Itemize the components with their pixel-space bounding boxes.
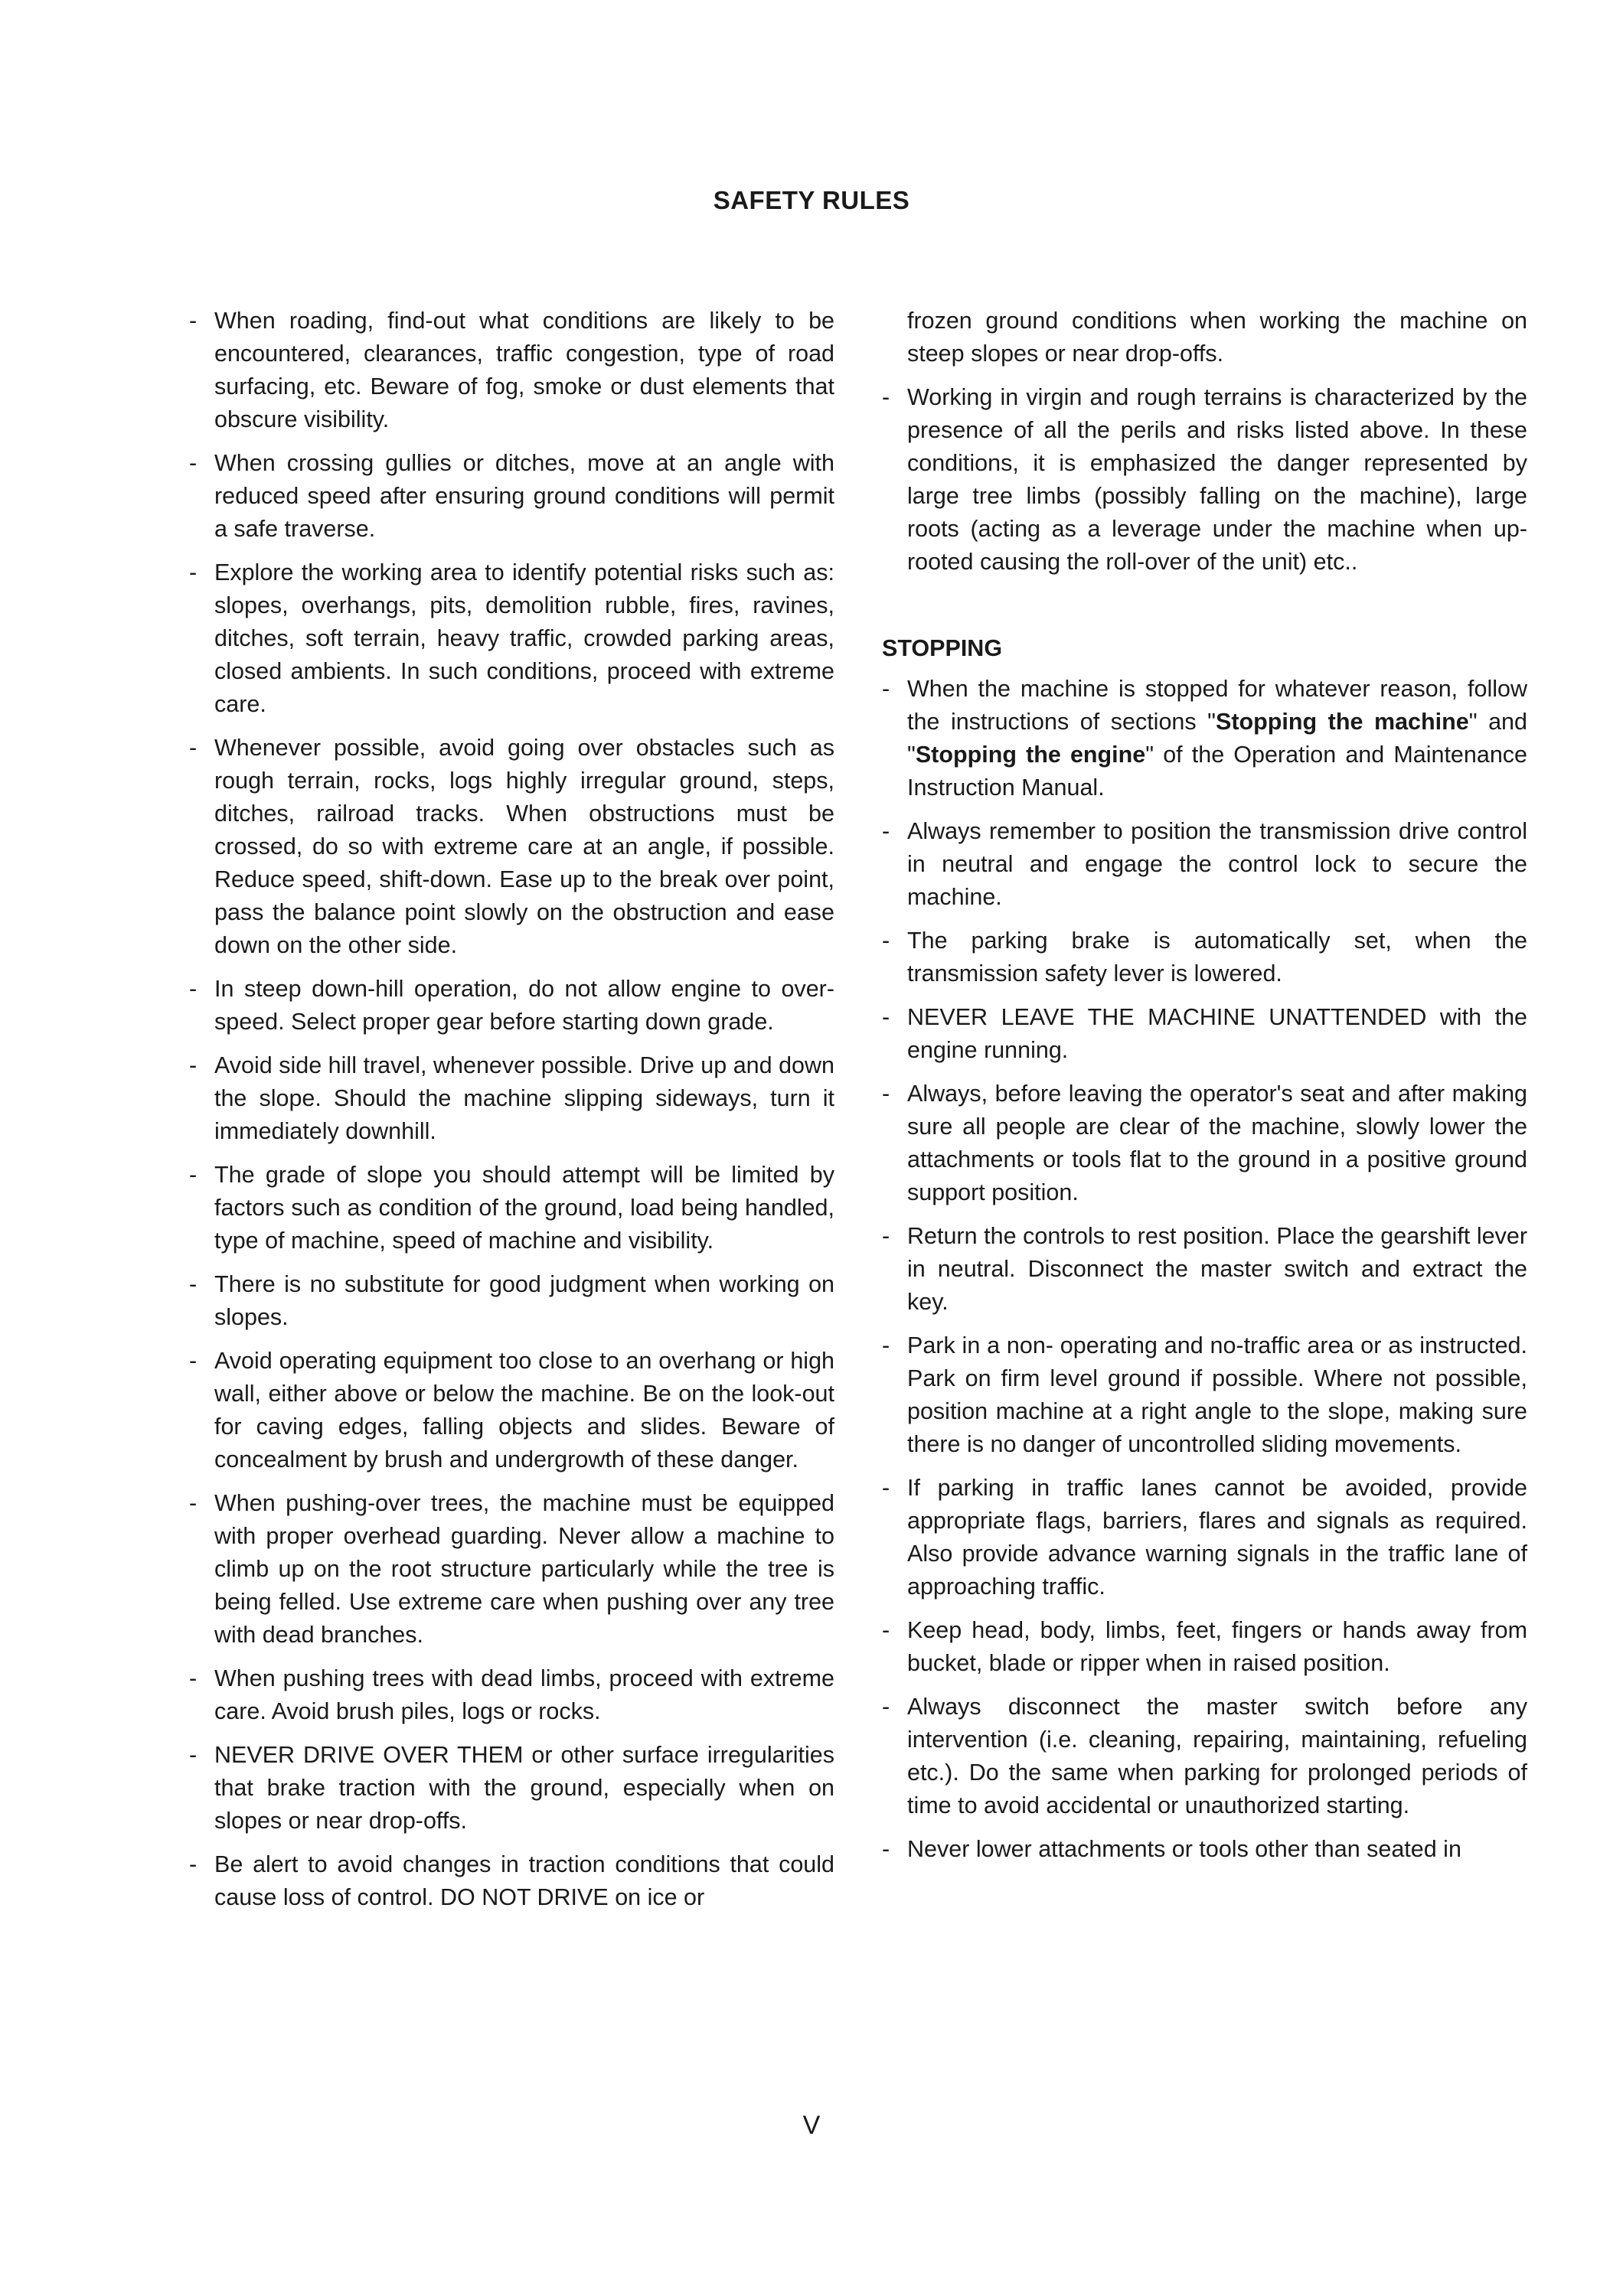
- list-item-text: The grade of slope you should attempt will be limited by factors such as condition of the ground, load being handled, type of machine, speed of machine and visibility.: [214, 1162, 834, 1254]
- bullet-dash: -: [882, 384, 890, 410]
- list-item-text: Avoid side hill travel, whenever possible. Drive up and down the slope. Should the machine slipping sideways, turn it immediately downhill.: [214, 1052, 834, 1144]
- bullet-dash: -: [189, 735, 198, 761]
- bullet-dash: -: [882, 1004, 890, 1030]
- list-item-text: When roading, find-out what conditions are likely to be encountered, clearances, traffic congestion, type of road surfacing, etc. Beware of fog, smoke or dust elements that obscure visibility.: [214, 308, 834, 432]
- list-item: [189, 1159, 834, 1257]
- list-item-text: When pushing trees with dead limbs, proceed with extreme care. Avoid brush piles, logs or rocks.: [214, 1665, 834, 1724]
- list-item: [189, 1739, 834, 1838]
- list-item: [189, 1049, 834, 1148]
- list-item-text: Whenever possible, avoid going over obstacles such as rough terrain, rocks, logs highly irregular ground, steps, ditches, railroad tracks. When obstructions must be crossed, do so with extreme care at an angle, if possible. Reduce speed, shift-down. Ease up to the break over point, pass the balance point slowly on the obstruction and ease down on the other side.: [214, 735, 834, 958]
- list-item-text: When pushing-over trees, the machine must be equipped with proper overhead guarding. Never allow a machine to climb up on the root structure particularly while the tree is being felled. Use extreme care when pushing over any tree with dead branches.: [214, 1490, 834, 1648]
- page-title: SAFETY RULES: [713, 186, 910, 214]
- list-item-text: Always disconnect the master switch before any intervention (i.e. cleaning, repairing, maintaining, refueling etc.). Do the same when parking for prolonged periods of time to avoid accidental or unauthorized starting.: [907, 1694, 1527, 1818]
- section-reference: Stopping the engine: [915, 742, 1146, 768]
- list-item: [882, 1001, 1527, 1067]
- bullet-dash: -: [189, 1490, 198, 1516]
- list-item: [882, 1691, 1527, 1822]
- list-item-text: NEVER DRIVE OVER THEM or other surface irregularities that brake traction with the ground, especially when on slopes or near drop-offs.: [214, 1742, 834, 1834]
- list-item: [189, 1268, 834, 1334]
- bullet-dash: -: [882, 1475, 890, 1501]
- list-item: [882, 925, 1527, 990]
- continuation-text: frozen ground conditions when working the machine on steep slopes or near drop-offs.: [907, 308, 1527, 367]
- list-item: [189, 1345, 834, 1476]
- list-item: [882, 815, 1527, 914]
- bullet-dash: -: [882, 1081, 890, 1107]
- bullet-dash: -: [189, 976, 198, 1002]
- list-item: [882, 1220, 1527, 1319]
- list-item-text: Avoid operating equipment too close to an overhang or high wall, either above or below the machine. Be on the look-out for caving edges, falling objects and slides. Beware of concealment by brush and undergrowth of these danger.: [214, 1348, 834, 1473]
- list-item: [882, 1833, 1527, 1866]
- list-item: [189, 1487, 834, 1652]
- list-item: [882, 1472, 1527, 1603]
- list-item: [882, 1078, 1527, 1209]
- right-column: [882, 305, 1527, 1877]
- list-item-text: [907, 673, 1527, 804]
- bullet-dash: -: [882, 1694, 890, 1720]
- list-item-text: Always remember to position the transmission drive control in neutral and engage the control lock to secure the machine.: [907, 818, 1527, 910]
- bullet-dash: -: [189, 1851, 198, 1877]
- list-item-text: In steep down-hill operation, do not allow engine to over-speed. Select proper gear before starting down grade.: [214, 976, 834, 1035]
- text-run: When the machine is stopped for whatever reason, follow the instructions of sections ": [907, 676, 1527, 735]
- text-run: " of the Operation and Maintenance Instruction Manual.: [907, 742, 1527, 801]
- bullet-dash: -: [189, 308, 198, 334]
- bullet-dash: -: [189, 559, 198, 585]
- list-item-text: The parking brake is automatically set, when the transmission safety lever is lowered.: [907, 928, 1527, 987]
- bullet-dash: -: [882, 1223, 890, 1249]
- list-item: [189, 556, 834, 721]
- list-item: [189, 1662, 834, 1728]
- bullet-dash: -: [882, 1332, 890, 1358]
- list-item: [882, 673, 1527, 804]
- bullet-dash: -: [882, 818, 890, 844]
- left-column: [189, 305, 834, 1925]
- list-item: [189, 1848, 834, 1914]
- list-item: [189, 732, 834, 962]
- bullet-dash: -: [882, 1836, 890, 1862]
- page-number: V: [802, 2111, 821, 2140]
- list-item-text: Keep head, body, limbs, feet, fingers or hands away from bucket, blade or ripper when in raised position.: [907, 1617, 1527, 1676]
- list-item: [882, 381, 1527, 579]
- bullet-dash: -: [189, 1271, 198, 1297]
- list-item: [189, 973, 834, 1039]
- list-item-text: Park in a non- operating and no-traffic area or as instructed. Park on firm level ground if possible. Where not possible, position machine at a right angle to the slope, making sure there is no danger of uncontrolled sliding movements.: [907, 1332, 1527, 1457]
- section-heading-stopping: STOPPING: [882, 635, 1003, 661]
- bullet-dash: -: [189, 1162, 198, 1188]
- list-item-text: Explore the working area to identify potential risks such as: slopes, overhangs, pits, demolition rubble, fires, ravines, ditches, soft terrain, heavy traffic, crowded parking areas, closed ambients. In such conditions, proceed with extreme care.: [214, 559, 834, 717]
- bullet-dash: -: [189, 450, 198, 476]
- list-item-text: When crossing gullies or ditches, move at an angle with reduced speed after ensuring ground conditions will permit a safe traverse.: [214, 450, 834, 542]
- list-item: [189, 447, 834, 546]
- list-item: [882, 1614, 1527, 1680]
- bullet-dash: -: [882, 928, 890, 954]
- list-item-text: Never lower attachments or tools other than seated in: [907, 1836, 1461, 1862]
- bullet-dash: -: [882, 1617, 890, 1643]
- bullet-dash: -: [189, 1742, 198, 1768]
- list-item-text: There is no substitute for good judgment when working on slopes.: [214, 1271, 834, 1330]
- bullet-dash: -: [882, 676, 890, 702]
- text-run: " and ": [907, 709, 1527, 768]
- list-item-text: Return the controls to rest position. Place the gearshift lever in neutral. Disconnect the master switch and extract the key.: [907, 1223, 1527, 1315]
- list-item-text: Be alert to avoid changes in traction conditions that could cause loss of control. DO NOT DRIVE on ice or: [214, 1851, 834, 1910]
- bullet-dash: -: [189, 1665, 198, 1691]
- list-item-text: NEVER LEAVE THE MACHINE UNATTENDED with the engine running.: [907, 1004, 1527, 1063]
- list-item: [882, 1329, 1527, 1461]
- list-item-text: If parking in traffic lanes cannot be avoided, provide appropriate flags, barriers, flares and signals as required. Also provide advance warning signals in the traffic lane of approaching traffic.: [907, 1475, 1527, 1600]
- list-item-text: Always, before leaving the operator's seat and after making sure all people are clear of the machine, slowly lower the attachments or tools flat to the ground in a positive ground support position.: [907, 1081, 1527, 1205]
- list-item: [189, 305, 834, 436]
- section-reference: Stopping the machine: [1216, 709, 1469, 735]
- list-item-text: Working in virgin and rough terrains is characterized by the presence of all the perils and risks listed above. In these conditions, it is emphasized the danger represented by large tree limbs (possibly falling on the machine), large roots (acting as a leverage under the machine when up-rooted causing the roll-over of the unit) etc..: [907, 384, 1527, 575]
- bullet-dash: -: [189, 1348, 198, 1374]
- bullet-dash: -: [189, 1052, 198, 1078]
